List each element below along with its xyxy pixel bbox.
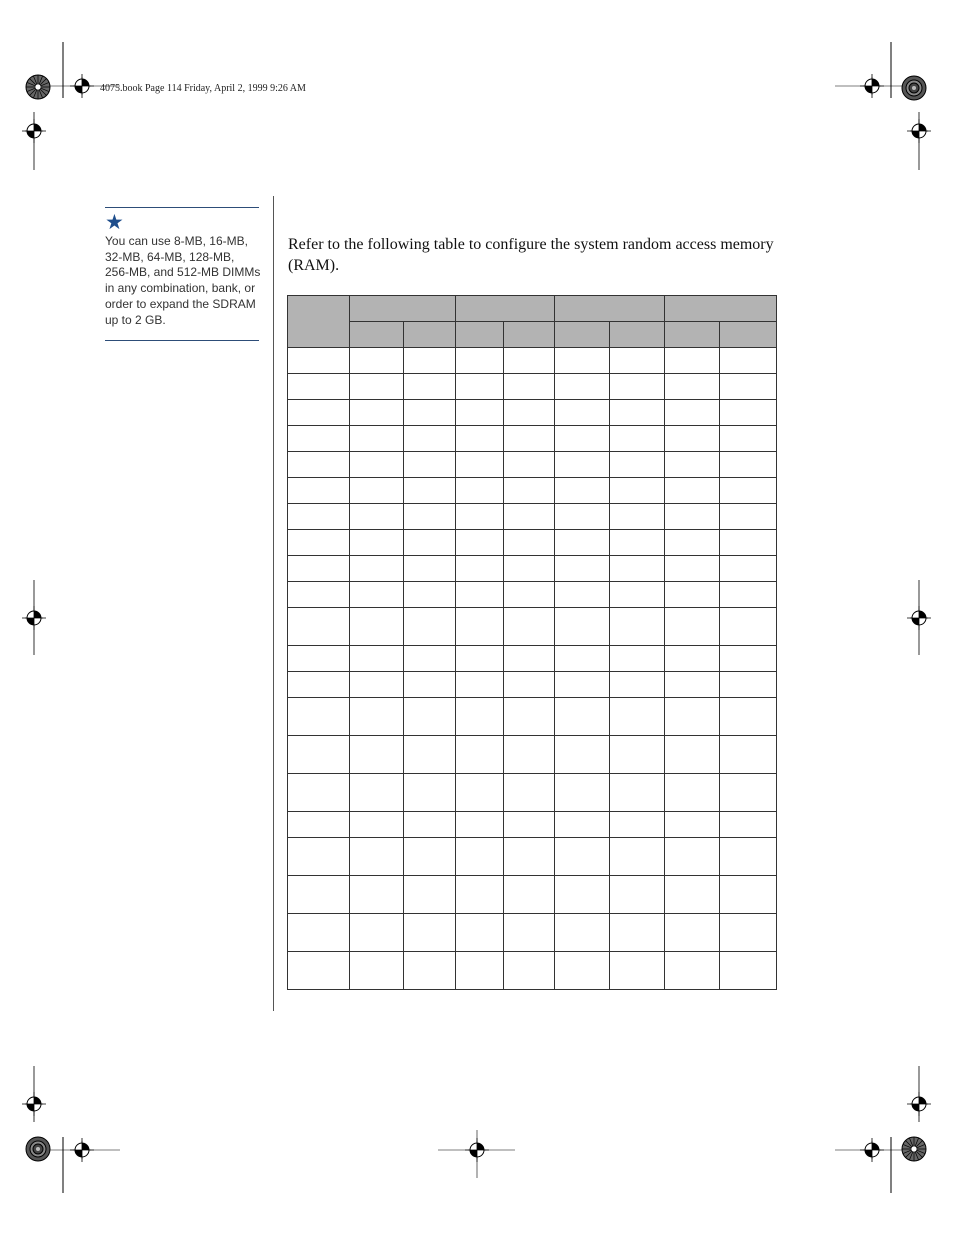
table-cell xyxy=(350,876,404,914)
table-cell xyxy=(665,478,720,504)
table-cell xyxy=(504,530,555,556)
table-cell xyxy=(555,812,610,838)
table-row xyxy=(288,914,777,952)
table-cell xyxy=(350,698,404,736)
table-row xyxy=(288,876,777,914)
table-cell xyxy=(288,914,350,952)
table-cell xyxy=(350,348,404,374)
table-cell xyxy=(610,698,665,736)
table-subheader-row xyxy=(288,322,777,348)
table-cell xyxy=(610,736,665,774)
table-cell xyxy=(456,556,504,582)
table-cell xyxy=(504,914,555,952)
table-cell xyxy=(288,556,350,582)
table-row xyxy=(288,400,777,426)
table-cell xyxy=(555,348,610,374)
table-cell xyxy=(720,646,777,672)
table-cell xyxy=(350,374,404,400)
table-cell xyxy=(555,478,610,504)
table-cell xyxy=(665,452,720,478)
table-cell xyxy=(288,452,350,478)
table-cell xyxy=(350,672,404,698)
table-cell xyxy=(456,736,504,774)
table-cell xyxy=(610,426,665,452)
table-cell xyxy=(720,812,777,838)
table-cell xyxy=(610,952,665,990)
table-cell xyxy=(288,698,350,736)
table-cell xyxy=(404,698,456,736)
table-row xyxy=(288,478,777,504)
table-cell xyxy=(504,736,555,774)
table-cell xyxy=(404,646,456,672)
table-cell xyxy=(350,952,404,990)
table-cell xyxy=(404,374,456,400)
table-cell xyxy=(404,556,456,582)
table-cell xyxy=(665,556,720,582)
table-cell xyxy=(456,348,504,374)
page-slug: 4075.book Page 114 Friday, April 2, 1999 9:26 AM xyxy=(100,83,306,94)
table-cell xyxy=(288,952,350,990)
table-cell xyxy=(350,736,404,774)
table-cell xyxy=(504,608,555,646)
table-cell xyxy=(404,736,456,774)
sidebar-tip xyxy=(105,207,259,341)
table-cell xyxy=(665,812,720,838)
table-cell xyxy=(456,608,504,646)
table-cell xyxy=(456,774,504,812)
table-cell xyxy=(555,400,610,426)
table-row xyxy=(288,812,777,838)
ram-configuration-table xyxy=(287,295,777,990)
table-cell xyxy=(404,530,456,556)
table-row xyxy=(288,952,777,990)
table-cell xyxy=(665,876,720,914)
table-cell xyxy=(288,530,350,556)
table-cell xyxy=(720,582,777,608)
table-cell xyxy=(456,952,504,990)
table-row xyxy=(288,504,777,530)
table-cell xyxy=(665,374,720,400)
table-cell xyxy=(665,736,720,774)
table-cell xyxy=(555,374,610,400)
table-row xyxy=(288,530,777,556)
table-cell xyxy=(610,646,665,672)
table-cell xyxy=(504,478,555,504)
table-row xyxy=(288,646,777,672)
table-cell xyxy=(665,426,720,452)
table-cell xyxy=(665,914,720,952)
table-cell xyxy=(456,914,504,952)
table-cell xyxy=(720,672,777,698)
table-body xyxy=(288,348,777,990)
table-cell xyxy=(504,504,555,530)
header-cell xyxy=(720,322,777,348)
table-cell xyxy=(720,426,777,452)
table-cell xyxy=(720,736,777,774)
table-cell xyxy=(350,914,404,952)
header-cell xyxy=(456,322,504,348)
table-row xyxy=(288,608,777,646)
table-cell xyxy=(610,374,665,400)
table-cell xyxy=(456,582,504,608)
table-cell xyxy=(350,400,404,426)
table-cell xyxy=(555,530,610,556)
table-cell xyxy=(504,426,555,452)
table-cell xyxy=(555,736,610,774)
table-cell xyxy=(665,952,720,990)
table-cell xyxy=(610,348,665,374)
table-row xyxy=(288,698,777,736)
table-cell xyxy=(555,838,610,876)
table-cell xyxy=(288,876,350,914)
header-cell xyxy=(456,296,555,322)
table-cell xyxy=(665,838,720,876)
table-cell xyxy=(665,504,720,530)
table-cell xyxy=(288,504,350,530)
table-cell xyxy=(720,838,777,876)
table-cell xyxy=(288,646,350,672)
table-cell xyxy=(665,582,720,608)
table-cell xyxy=(610,504,665,530)
table-cell xyxy=(404,672,456,698)
table-cell xyxy=(610,672,665,698)
table-cell xyxy=(665,774,720,812)
table-cell xyxy=(404,504,456,530)
table-cell xyxy=(288,736,350,774)
table-cell xyxy=(504,774,555,812)
table-cell xyxy=(665,698,720,736)
table-cell xyxy=(610,400,665,426)
table-cell xyxy=(555,952,610,990)
table-cell xyxy=(350,426,404,452)
table-cell xyxy=(504,452,555,478)
header-cell xyxy=(288,296,350,348)
table-cell xyxy=(350,838,404,876)
table-cell xyxy=(288,374,350,400)
table-cell xyxy=(504,556,555,582)
column-divider xyxy=(273,196,274,1011)
table-cell xyxy=(504,698,555,736)
table-cell xyxy=(456,838,504,876)
table-cell xyxy=(288,582,350,608)
table-cell xyxy=(555,698,610,736)
table-cell xyxy=(456,400,504,426)
table-cell xyxy=(404,348,456,374)
table-cell xyxy=(720,530,777,556)
table-cell xyxy=(720,400,777,426)
table-cell xyxy=(350,478,404,504)
tip-text: You can use 8-MB, 16-MB, 32-MB, 64-MB, 128-MB, 256-MB, and 512-MB DIMMs in any combination, bank, or order to expand the SDRAM up to 2 GB. xyxy=(105,234,261,327)
table-row xyxy=(288,838,777,876)
header-cell xyxy=(665,322,720,348)
table-cell xyxy=(404,608,456,646)
table-row xyxy=(288,774,777,812)
table-cell xyxy=(504,672,555,698)
table-cell xyxy=(555,876,610,914)
table-cell xyxy=(288,774,350,812)
table-cell xyxy=(404,774,456,812)
header-cell xyxy=(350,296,456,322)
table-cell xyxy=(456,812,504,838)
table-cell xyxy=(456,646,504,672)
table-cell xyxy=(456,452,504,478)
table-cell xyxy=(555,426,610,452)
table-cell xyxy=(720,478,777,504)
table-cell xyxy=(504,952,555,990)
table-cell xyxy=(404,952,456,990)
table-cell xyxy=(456,374,504,400)
header-cell xyxy=(504,322,555,348)
table-cell xyxy=(665,530,720,556)
table-cell xyxy=(404,400,456,426)
table-cell xyxy=(350,774,404,812)
table-cell xyxy=(504,400,555,426)
table-row xyxy=(288,452,777,478)
table-cell xyxy=(665,672,720,698)
table-cell xyxy=(720,504,777,530)
table-cell xyxy=(504,876,555,914)
table-cell xyxy=(404,426,456,452)
table-cell xyxy=(720,774,777,812)
table-cell xyxy=(610,914,665,952)
header-cell xyxy=(665,296,777,322)
table-cell xyxy=(350,608,404,646)
table-cell xyxy=(610,582,665,608)
table-cell xyxy=(350,530,404,556)
table-cell xyxy=(720,348,777,374)
table-cell xyxy=(610,530,665,556)
table-cell xyxy=(610,876,665,914)
table-header-row xyxy=(288,296,777,322)
table-cell xyxy=(288,812,350,838)
table-cell xyxy=(404,582,456,608)
table-cell xyxy=(456,698,504,736)
table-cell xyxy=(288,426,350,452)
table-cell xyxy=(288,672,350,698)
table-cell xyxy=(665,348,720,374)
table-cell xyxy=(720,556,777,582)
header-cell xyxy=(350,322,404,348)
table-cell xyxy=(350,556,404,582)
table-cell xyxy=(456,426,504,452)
table-cell xyxy=(555,914,610,952)
table-cell xyxy=(350,646,404,672)
table-cell xyxy=(404,812,456,838)
table-row xyxy=(288,426,777,452)
table-cell xyxy=(720,374,777,400)
table-cell xyxy=(456,530,504,556)
table-cell xyxy=(610,556,665,582)
table-cell xyxy=(720,608,777,646)
table-cell xyxy=(665,608,720,646)
table-row xyxy=(288,556,777,582)
table-cell xyxy=(404,478,456,504)
table-cell xyxy=(555,582,610,608)
table-cell xyxy=(555,556,610,582)
table-cell xyxy=(504,838,555,876)
table-cell xyxy=(555,774,610,812)
table-cell xyxy=(720,698,777,736)
table-row xyxy=(288,736,777,774)
table-row xyxy=(288,348,777,374)
table-cell xyxy=(555,672,610,698)
table-cell xyxy=(350,504,404,530)
header-cell xyxy=(610,322,665,348)
table-cell xyxy=(610,774,665,812)
table-cell xyxy=(555,646,610,672)
table-cell xyxy=(456,478,504,504)
table-cell xyxy=(456,672,504,698)
table-row xyxy=(288,374,777,400)
star-icon: ★ xyxy=(105,210,124,234)
table-cell xyxy=(555,504,610,530)
table-cell xyxy=(720,952,777,990)
table-cell xyxy=(610,838,665,876)
intro-paragraph: Refer to the following table to configure the system random access memory (RAM). xyxy=(288,236,774,274)
header-cell xyxy=(555,296,665,322)
table-cell xyxy=(720,914,777,952)
table-cell xyxy=(404,876,456,914)
table-cell xyxy=(504,348,555,374)
table-cell xyxy=(288,608,350,646)
table-cell xyxy=(610,452,665,478)
table-cell xyxy=(555,452,610,478)
table-cell xyxy=(504,646,555,672)
table-cell xyxy=(350,812,404,838)
table-cell xyxy=(404,452,456,478)
table-cell xyxy=(288,348,350,374)
table-cell xyxy=(504,812,555,838)
header-cell xyxy=(404,322,456,348)
header-cell xyxy=(555,322,610,348)
table-cell xyxy=(456,876,504,914)
table-cell xyxy=(504,582,555,608)
table-cell xyxy=(720,876,777,914)
table-cell xyxy=(350,452,404,478)
table-cell xyxy=(456,504,504,530)
table-cell xyxy=(504,374,555,400)
table-row xyxy=(288,672,777,698)
table-cell xyxy=(610,608,665,646)
table-cell xyxy=(555,608,610,646)
table-cell xyxy=(665,400,720,426)
table-cell xyxy=(665,646,720,672)
table-cell xyxy=(404,838,456,876)
table-cell xyxy=(610,478,665,504)
table-cell xyxy=(288,838,350,876)
table-cell xyxy=(720,452,777,478)
table-cell xyxy=(288,400,350,426)
table-cell xyxy=(350,582,404,608)
table-row xyxy=(288,582,777,608)
table-cell xyxy=(610,812,665,838)
table-cell xyxy=(404,914,456,952)
table-cell xyxy=(288,478,350,504)
